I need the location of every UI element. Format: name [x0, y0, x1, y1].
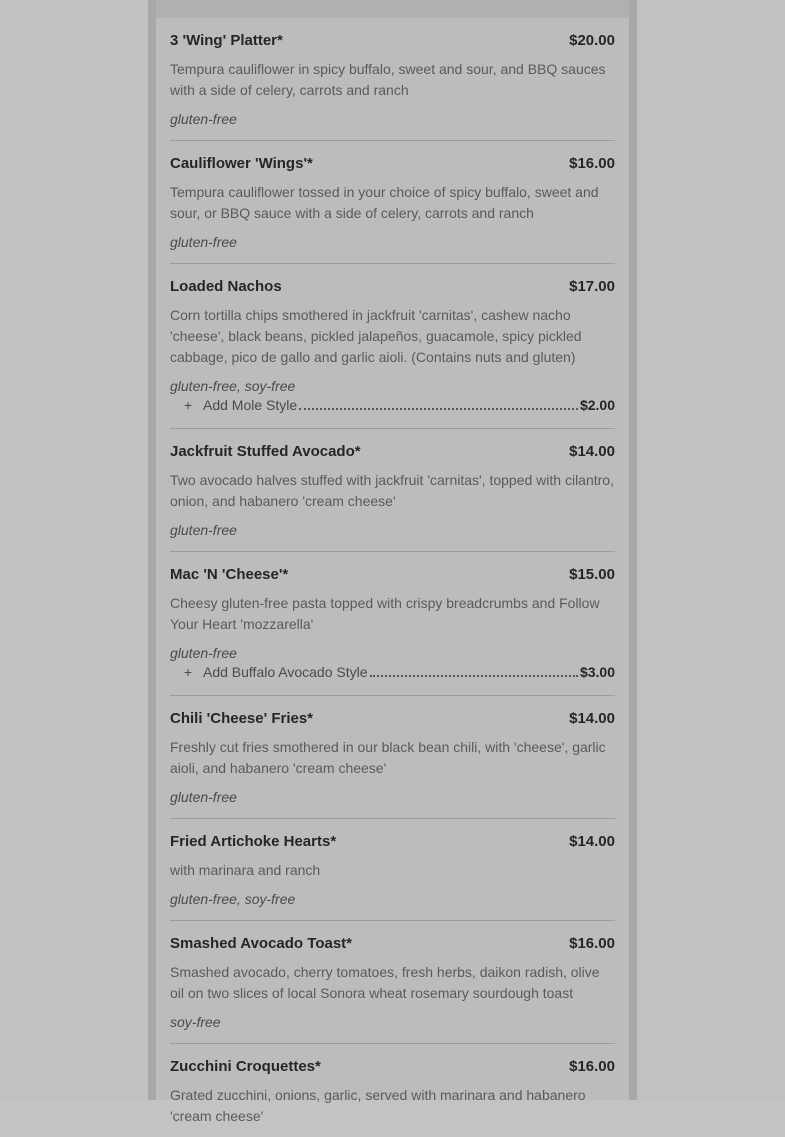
menu-item-name: Loaded Nachos	[170, 278, 282, 295]
addon-price: $3.00	[579, 664, 615, 680]
menu-item-addon	[170, 397, 615, 418]
addon-dot-leader	[370, 674, 578, 677]
menu-item-header	[170, 155, 615, 173]
menu-item-dietary-tags: gluten-free	[170, 522, 237, 538]
addon-label: Add Mole Style	[203, 397, 298, 413]
menu-item	[170, 696, 615, 819]
menu-item	[170, 429, 615, 552]
menu-item-header	[170, 443, 615, 461]
menu-item-price: $16.00	[569, 155, 615, 172]
menu-item-description: Cheesy gluten-free pasta topped with crispy breadcrumbs and Follow Your Heart 'mozzarella'	[170, 595, 600, 632]
menu-item-name: Mac 'N 'Cheese'*	[170, 566, 289, 583]
menu-item-addon	[170, 664, 615, 685]
menu-item-description: Corn tortilla chips smothered in jackfruit 'carnitas', cashew nacho 'cheese', black beans, pickled jalapeños, guacamole, spicy pickled cabbage, pico de gallo and garlic aioli. (Contains nuts and gluten)	[170, 307, 582, 365]
menu-item-name: Cauliflower 'Wings'*	[170, 155, 313, 172]
addon-plus-icon: +	[184, 397, 193, 413]
addon-dot-leader	[299, 407, 578, 410]
menu-item-description: Freshly cut fries smothered in our black bean chili, with 'cheese', garlic aioli, and habanero 'cream cheese'	[170, 739, 606, 776]
menu-item-header	[170, 1058, 615, 1076]
menu-panel	[156, 0, 629, 1124]
menu-item-header	[170, 935, 615, 953]
menu-item-name: 3 'Wing' Platter*	[170, 32, 283, 49]
menu-item-dietary-tags: gluten-free	[170, 789, 237, 805]
menu-item-dietary-tags: gluten-free	[170, 645, 237, 661]
menu-item-name: Chili 'Cheese' Fries*	[170, 710, 314, 727]
menu-item	[170, 264, 615, 429]
menu-item-price: $17.00	[569, 278, 615, 295]
menu-item	[170, 1044, 615, 1137]
menu-item-price: $20.00	[569, 32, 615, 49]
menu-item-header	[170, 566, 615, 584]
menu-item	[170, 819, 615, 921]
panel-header-bar	[156, 0, 629, 18]
menu-item-dietary-tags: gluten-free	[170, 234, 237, 250]
menu-item-description: Two avocado halves stuffed with jackfruit 'carnitas', topped with cilantro, onion, and habanero 'cream cheese'	[170, 472, 614, 509]
addon-label: Add Buffalo Avocado Style	[203, 664, 368, 680]
menu-item-price: $14.00	[569, 710, 615, 727]
menu-item-name: Fried Artichoke Hearts*	[170, 833, 337, 850]
menu-item-price: $16.00	[569, 935, 615, 952]
menu-item	[170, 552, 615, 696]
menu-item-price: $14.00	[569, 833, 615, 850]
menu-item-name: Zucchini Croquettes*	[170, 1058, 321, 1075]
menu-item-header	[170, 833, 615, 851]
menu-item	[170, 141, 615, 264]
menu-item-price: $15.00	[569, 566, 615, 583]
menu-item-price: $14.00	[569, 443, 615, 460]
menu-item-description: Smashed avocado, cherry tomatoes, fresh herbs, daikon radish, olive oil on two slices of local Sonora wheat rosemary sourdough toast	[170, 964, 600, 1001]
menu-item-dietary-tags: gluten-free, soy-free	[170, 891, 296, 907]
menu-item-name: Smashed Avocado Toast*	[170, 935, 352, 952]
menu-item-dietary-tags: soy-free	[170, 1014, 221, 1030]
menu-item	[170, 18, 615, 141]
menu-item-dietary-tags: gluten-free, soy-free	[170, 378, 296, 394]
menu-item-price: $16.00	[569, 1058, 615, 1075]
menu-item-description: with marinara and ranch	[170, 862, 321, 878]
menu-item-description: Tempura cauliflower tossed in your choice of spicy buffalo, sweet and sour, or BBQ sauce with a side of celery, carrots and ranch	[170, 184, 599, 221]
menu-item-dietary-tags: gluten-free	[170, 111, 237, 127]
menu-item-header	[170, 32, 615, 50]
menu-item-description: Tempura cauliflower in spicy buffalo, sweet and sour, and BBQ sauces with a side of celery, carrots and ranch	[170, 61, 606, 98]
menu-item-description: Grated zucchini, onions, garlic, served with marinara and habanero 'cream cheese'	[170, 1087, 586, 1124]
addon-price: $2.00	[579, 397, 615, 413]
menu-item-name: Jackfruit Stuffed Avocado*	[170, 443, 361, 460]
menu-item-header	[170, 710, 615, 728]
menu-list	[156, 18, 629, 1137]
addon-plus-icon: +	[184, 664, 193, 680]
menu-item	[170, 921, 615, 1044]
menu-item-header	[170, 278, 615, 296]
